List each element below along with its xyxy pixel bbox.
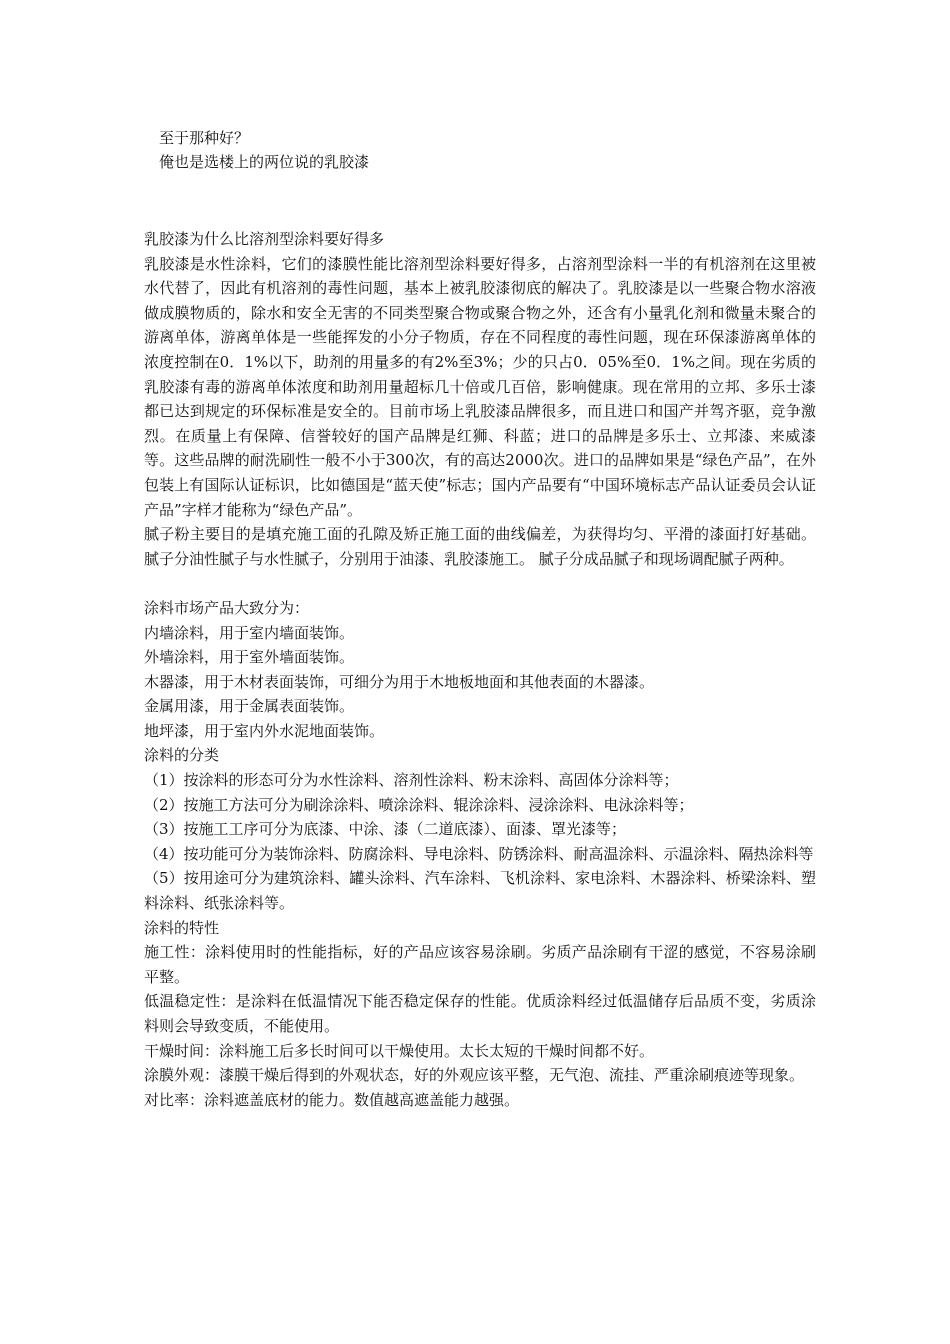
classification-item: （2）按施工方法可分为刷涂涂料、喷涂涂料、辊涂涂料、浸涂涂料、电泳涂料等；: [144, 795, 694, 814]
article-title: 乳胶漆为什么比溶剂型涂料要好得多: [144, 230, 385, 248]
classification-item: （3）按施工工序可分为底漆、中涂、漆（二道底漆）、面漆、罩光漆等；: [144, 820, 627, 839]
property-item: 干燥时间：涂料施工后多长时间可以干燥使用。太长太短的干燥时间都不好。: [144, 1041, 655, 1060]
market-item: 木器漆，用于木材表面装饰，可细分为用于木地板地面和其他表面的木器漆。: [144, 672, 655, 691]
property-item: 涂膜外观：漆膜干燥后得到的外观状态，好的外观应该平整，无气泡、流挂、严重涂刷痕迹等现象。: [144, 1066, 805, 1085]
classification-item: （4）按功能可分为装饰涂料、防腐涂料、导电涂料、防锈涂料、耐高温涂料、示温涂料、隔热涂料等: [144, 844, 814, 863]
article-paragraph-latex-paint: 乳胶漆是水性涂料，它们的漆膜性能比溶剂型涂料要好得多，占溶剂型涂料一半的有机溶剂在这里被水代替了，因此有机溶剂的毒性问题，基本上被乳胶漆彻底的解决了。乳胶漆是以一些聚合物水溶液做成膜物质的，除水和安全无害的不同类型聚合物或聚合物之外，还含有小量乳化剂和微量未聚合的游离单体，游离单体是一些能挥发的小分子物质，存在不同程度的毒性问题，现在环保漆游离单体的浓度控制在0．1%以下，助剂的用量多的有2%至3%；少的只占0．05%至0．1%之间。现在劣质的乳胶漆有毒的游离单体浓度和助剂用量超标几十倍或几百倍，影响健康。现在常用的立邦、多乐士漆都已达到规定的环保标准是安全的。目前市场上乳胶漆品牌很多，而且进口和国产并驾齐驱，竞争激烈。在质量上有保障、信誉较好的国产品牌是红狮、科蓝；进口的品牌是多乐士、立邦漆、来威漆等。这些品牌的耐洗刷性一般不小于300次，有的高达2000次。进口的品牌如果是“绿色产品”，在外包装上有国际认证标识，比如德国是“蓝天使”标志；国内产品要有“中国环境标志产品认证委员会认证产品”字样才能称为“绿色产品”。: [144, 254, 816, 519]
classification-item: （1）按涂料的形态可分为水性涂料、溶剂性涂料、粉末涂料、高固体分涂料等；: [144, 771, 679, 790]
market-item: 金属用漆，用于金属表面装饰。: [144, 697, 355, 716]
market-item: 内墙涂料，用于室内墙面装饰。: [144, 623, 355, 642]
market-heading: 涂料市场产品大致分为：: [144, 598, 310, 617]
article-body: [144, 227, 816, 1112]
property-item: 对比率：涂料遮盖底材的能力。数值越高遮盖能力越强。: [144, 1090, 520, 1109]
blank-line: [144, 571, 816, 596]
intro-answer: 俺也是选楼上的两位说的乳胶漆: [159, 153, 370, 171]
intro-question: 至于那种好？: [159, 129, 250, 147]
property-item: 施工性：涂料使用时的性能指标，好的产品应该容易涂刷。劣质产品涂刷有干涩的感觉，不容易涂刷平整。: [144, 943, 816, 986]
property-item: 低温稳定性：是涂料在低温情况下能否稳定保存的性能。优质涂料经过低温储存后品质不变，劣质涂料则会导致变质，不能使用。: [144, 992, 816, 1035]
classification-item: （5）按用途可分为建筑涂料、罐头涂料、汽车涂料、飞机涂料、家电涂料、木器涂料、桥梁涂料、塑料涂料、纸张涂料等。: [144, 869, 816, 913]
market-item: 外墙涂料，用于室外墙面装饰。: [144, 648, 355, 667]
intro-block: [159, 126, 859, 174]
classification-heading: 涂料的分类: [144, 746, 220, 765]
article-paragraph-putty: 腻子粉主要目的是填充施工面的孔隙及矫正施工面的曲线偏差，为获得均匀、平滑的漆面打好基础。腻子分油性腻子与水性腻子，分别用于油漆、乳胶漆施工。 腻子分成品腻子和现场调配腻子两种。: [144, 525, 816, 568]
properties-heading: 涂料的特性: [144, 918, 220, 937]
market-item: 地坪漆，用于室内外水泥地面装饰。: [144, 721, 385, 740]
